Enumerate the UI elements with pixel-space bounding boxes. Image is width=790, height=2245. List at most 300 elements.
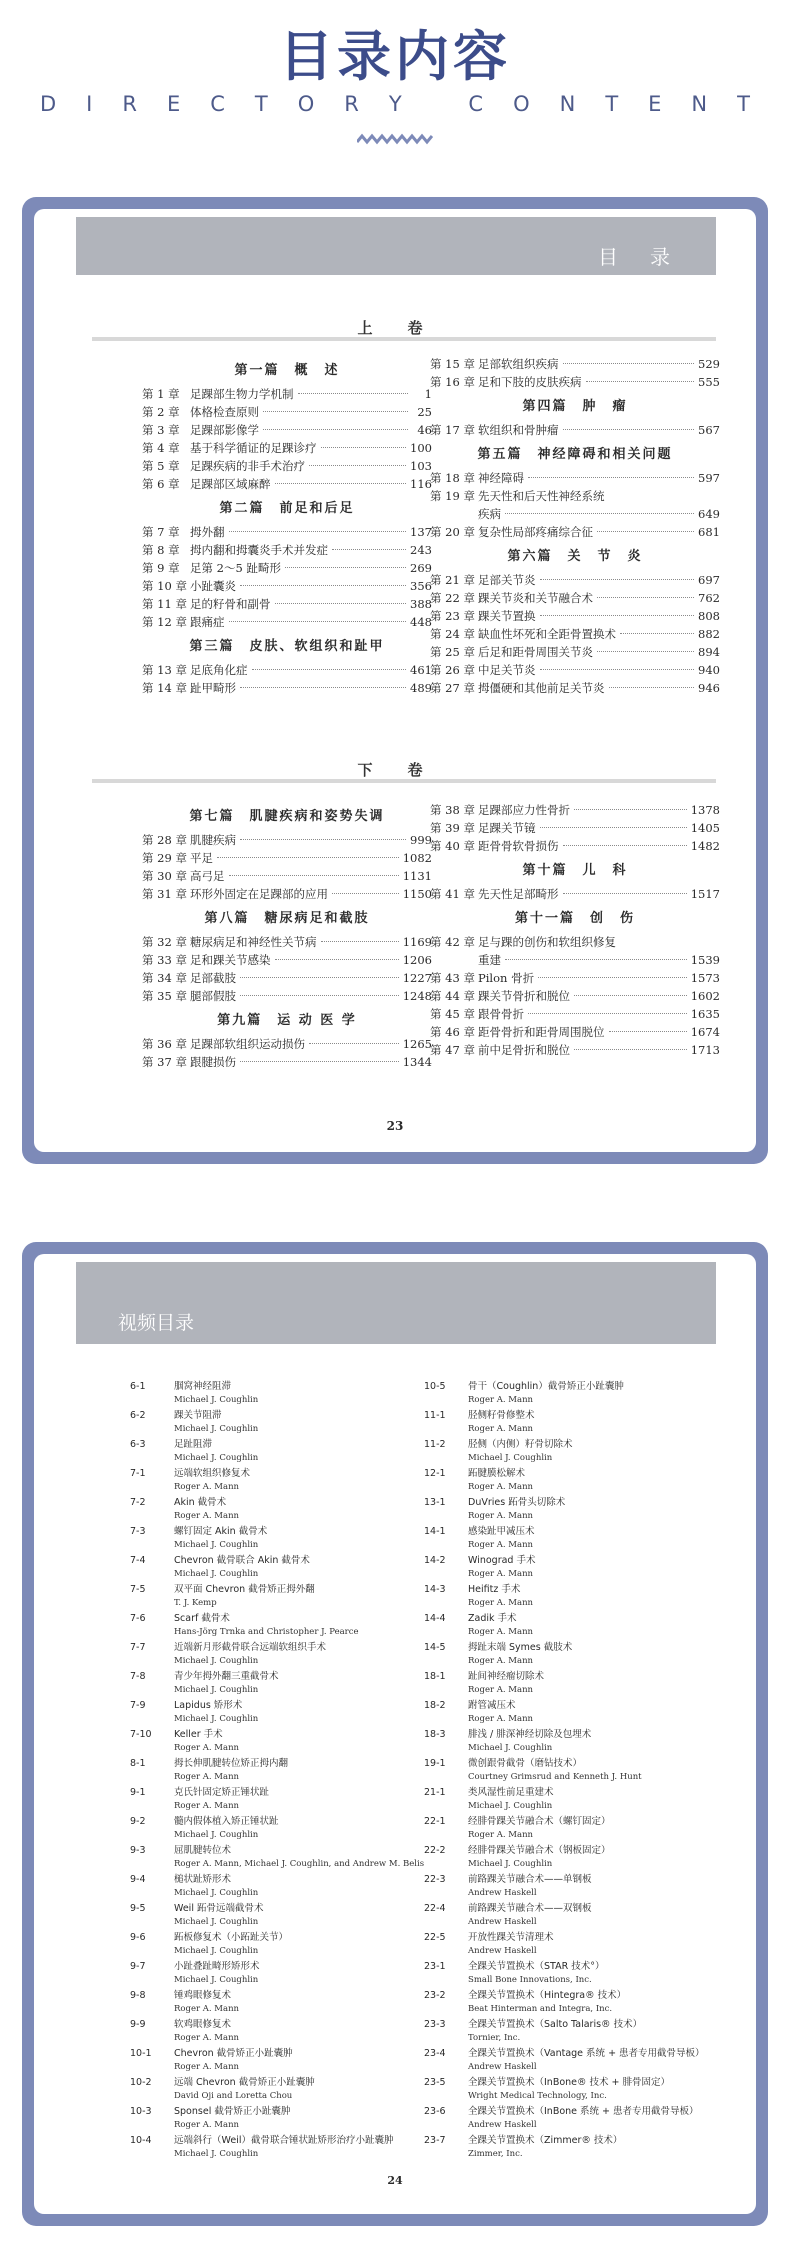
video-title: 青少年拇外翻三重截骨术 xyxy=(174,1671,279,1682)
video-body xyxy=(174,1786,418,1815)
video-author: Roger A. Mann xyxy=(174,1511,240,1521)
video-row xyxy=(130,2018,418,2047)
chapter-page: 1539 xyxy=(690,953,720,967)
section-heading: 第九篇 运 动 医 学 xyxy=(217,1013,357,1028)
video-author: Roger A. Mann xyxy=(174,1772,240,1782)
video-body xyxy=(174,1554,418,1583)
chapter-page: 555 xyxy=(698,375,720,389)
video-row xyxy=(130,1960,418,1989)
chapter-row xyxy=(430,933,720,951)
chapter-page: 882 xyxy=(698,627,720,641)
video-title: 槌状趾矫形术 xyxy=(174,1874,232,1885)
chapter-row xyxy=(430,589,720,607)
video-title: 拇趾末端 Symes 截肢术 xyxy=(468,1642,573,1653)
chapter-row xyxy=(430,487,720,505)
video-row xyxy=(130,1844,425,1873)
chapter-number: 第 10 章 xyxy=(142,579,187,593)
chapter-title: 足的籽骨和副骨 xyxy=(190,597,271,611)
chapter-number: 第 1 章 xyxy=(142,387,180,401)
video-body xyxy=(174,2105,418,2134)
video-body xyxy=(468,2076,724,2105)
video-body xyxy=(468,1467,724,1496)
chapter-page: 1150 xyxy=(402,887,432,901)
chapter-page: 1248 xyxy=(402,989,432,1003)
video-author: Roger A. Mann xyxy=(468,1627,534,1637)
video-body xyxy=(468,2018,724,2047)
chapter-number: 第 11 章 xyxy=(142,597,187,611)
chapter-title: 拇僵硬和其他前足关节炎 xyxy=(478,681,605,695)
video-author: Small Bone Innovations, Inc. xyxy=(468,1975,592,1985)
dot-leader xyxy=(586,381,695,382)
chapter-page: 1482 xyxy=(690,839,720,853)
video-row xyxy=(130,2047,418,2076)
video-body xyxy=(468,1931,724,1960)
video-number: 7-10 xyxy=(130,1729,152,1740)
chapter-page: 1265 xyxy=(402,1037,432,1051)
chapter-title: Pilon 骨折 xyxy=(478,971,535,985)
video-number: 22-5 xyxy=(424,1932,446,1943)
video-author: Roger A. Mann xyxy=(468,1424,534,1434)
chapter-number: 第 38 章 xyxy=(430,803,475,817)
video-number: 22-3 xyxy=(424,1874,446,1885)
dot-leader xyxy=(540,827,687,828)
section-heading: 第四篇 肿 瘤 xyxy=(522,399,628,414)
video-number: 23-7 xyxy=(424,2135,446,2146)
video-number: 11-2 xyxy=(424,1439,446,1450)
chapter-title: 先天性足部畸形 xyxy=(478,887,559,901)
chapter-number: 第 20 章 xyxy=(430,525,475,539)
chapter-number: 第 28 章 xyxy=(142,833,187,847)
chapter-row xyxy=(430,801,720,819)
dot-leader xyxy=(563,845,687,846)
video-row xyxy=(424,1525,724,1554)
lower-volume-heading xyxy=(34,759,756,785)
video-number: 14-4 xyxy=(424,1613,446,1624)
chapter-title: 足踝关节镜 xyxy=(478,821,536,835)
section-heading: 第七篇 肌腱疾病和姿势失调 xyxy=(189,809,385,824)
chapter-row xyxy=(430,571,720,589)
chapter-row xyxy=(430,523,720,541)
chapter-page: 1206 xyxy=(402,953,432,967)
subtitle-letter: O xyxy=(513,92,530,116)
chapter-row xyxy=(142,679,432,697)
video-number: 10-4 xyxy=(130,2135,152,2146)
chapter-page: 1 xyxy=(424,387,432,401)
section-heading: 第八篇 糖尿病足和截肢 xyxy=(204,911,370,926)
video-title: 全踝关节置换术（Vantage 系统 + 患者专用截骨导板） xyxy=(468,2048,705,2059)
video-author: Michael J. Coughlin xyxy=(174,1714,259,1724)
video-number: 23-4 xyxy=(424,2048,446,2059)
chapter-title: 跟骨骨折 xyxy=(478,1007,524,1021)
chapter-page: 1082 xyxy=(402,851,432,865)
video-body xyxy=(468,2134,724,2163)
video-author: Michael J. Coughlin xyxy=(174,1453,259,1463)
video-row xyxy=(424,2018,724,2047)
video-number: 11-1 xyxy=(424,1410,446,1421)
toc-column-lower-left xyxy=(142,801,432,1071)
chapter-row xyxy=(142,403,432,421)
video-row xyxy=(424,2047,724,2076)
video-author: Andrew Haskell xyxy=(468,2062,537,2072)
subtitle-letter: E xyxy=(166,92,181,116)
video-row xyxy=(130,2134,418,2163)
chapter-row xyxy=(430,625,720,643)
chapter-number: 第 7 章 xyxy=(142,525,180,539)
video-row xyxy=(424,2134,724,2163)
video-author: Michael J. Coughlin xyxy=(174,1656,259,1666)
video-body xyxy=(468,1815,724,1844)
chapter-number: 第 47 章 xyxy=(430,1043,475,1057)
chapter-number: 第 22 章 xyxy=(430,591,475,605)
video-title: 感染趾甲减压术 xyxy=(468,1526,535,1537)
video-title: Keller 手术 xyxy=(174,1729,223,1740)
chapter-row xyxy=(430,885,720,903)
chapter-title: 高弓足 xyxy=(190,869,225,883)
video-title: Scarf 截骨术 xyxy=(174,1613,230,1624)
video-title: 前路踝关节融合术——双钢板 xyxy=(468,1903,592,1914)
chapter-page: 808 xyxy=(698,609,720,623)
subtitle-letter: O xyxy=(297,92,315,116)
chapter-title: 足和下肢的皮肤疾病 xyxy=(478,375,582,389)
chapter-number: 第 17 章 xyxy=(430,423,475,437)
chapter-number: 第 8 章 xyxy=(142,543,180,557)
video-author: Michael J. Coughlin xyxy=(174,2149,259,2159)
video-row xyxy=(130,1815,418,1844)
chapter-title: 踝关节骨折和脱位 xyxy=(478,989,570,1003)
video-row xyxy=(424,1380,724,1409)
video-number: 22-1 xyxy=(424,1816,446,1827)
video-title: 趾间神经瘤切除术 xyxy=(468,1671,545,1682)
chapter-page: 25 xyxy=(417,405,432,419)
chapter-number: 第 3 章 xyxy=(142,423,180,437)
video-author: Tornier, Inc. xyxy=(468,2033,521,2043)
chapter-page: 116 xyxy=(410,477,432,491)
dot-leader xyxy=(263,429,408,430)
video-author: Roger A. Mann xyxy=(174,2004,240,2014)
video-author: Hans-Jörg Trnka and Christopher J. Pearce xyxy=(174,1627,359,1637)
chapter-title: 软组织和骨肿瘤 xyxy=(478,423,559,437)
dot-leader xyxy=(240,585,406,586)
chapter-title: 趾甲畸形 xyxy=(190,681,236,695)
video-title: Sponsel 截骨矫正小趾囊肿 xyxy=(174,2106,291,2117)
chapter-page: 1405 xyxy=(690,821,720,835)
video-number: 14-2 xyxy=(424,1555,446,1566)
video-body xyxy=(174,1438,418,1467)
video-body xyxy=(174,1844,424,1873)
video-body xyxy=(468,1786,724,1815)
toc-band xyxy=(76,217,716,275)
video-number: 23-6 xyxy=(424,2106,446,2117)
chapter-number: 第 37 章 xyxy=(142,1055,187,1069)
video-body xyxy=(174,1699,418,1728)
video-author: Michael J. Coughlin xyxy=(174,1395,259,1405)
video-row xyxy=(130,1612,418,1641)
video-body xyxy=(174,1728,418,1757)
chapter-title: 足第 2～5 趾畸形 xyxy=(190,561,281,575)
video-title: 踝关节阻滞 xyxy=(174,1410,222,1421)
chapter-page: 762 xyxy=(698,591,720,605)
chapter-row xyxy=(142,385,432,403)
dot-leader xyxy=(298,393,409,394)
dot-leader xyxy=(229,621,407,622)
video-row xyxy=(130,1554,418,1583)
lower-volume-label: 下 卷 xyxy=(343,761,446,779)
chapter-page: 1635 xyxy=(690,1007,720,1021)
video-author: Roger A. Mann xyxy=(468,1569,534,1579)
video-title: 腘窝神经阻滞 xyxy=(174,1381,232,1392)
chapter-row xyxy=(430,951,720,969)
video-row xyxy=(130,1641,418,1670)
video-number: 12-1 xyxy=(424,1468,446,1479)
subtitle-letter: C xyxy=(468,92,484,116)
chapter-page: 1573 xyxy=(690,971,720,985)
dot-leader xyxy=(563,893,687,894)
chapter-title: 中足关节炎 xyxy=(478,663,536,677)
chapter-page: 1227 xyxy=(402,971,432,985)
chapter-title: 足踝部影像学 xyxy=(190,423,259,437)
section-heading: 第三篇 皮肤、软组织和趾甲 xyxy=(189,639,385,654)
video-body xyxy=(468,1554,724,1583)
video-title: Chevron 截骨联合 Akin 截骨术 xyxy=(174,1555,310,1566)
video-row xyxy=(424,2105,724,2134)
video-row xyxy=(424,1409,724,1438)
chapter-title: 神经障碍 xyxy=(478,471,524,485)
dot-leader xyxy=(321,447,407,448)
section-heading: 第六篇 关 节 炎 xyxy=(507,549,643,564)
video-author: Roger A. Mann xyxy=(174,1482,240,1492)
video-column-right xyxy=(424,1380,724,2163)
video-number: 23-5 xyxy=(424,2077,446,2088)
wave-ornament-icon xyxy=(357,132,433,146)
video-paper xyxy=(34,1254,756,2214)
video-row xyxy=(130,1931,418,1960)
video-number: 22-4 xyxy=(424,1903,446,1914)
chapter-number: 第 31 章 xyxy=(142,887,187,901)
video-number: 7-8 xyxy=(130,1671,146,1682)
dot-leader xyxy=(332,549,406,550)
dot-leader xyxy=(505,513,694,514)
video-title: 胫侧籽骨修整术 xyxy=(468,1410,535,1421)
chapter-row xyxy=(430,987,720,1005)
video-title: 近端新月形截骨联合远端软组织手术 xyxy=(174,1642,327,1653)
dot-leader xyxy=(574,995,687,996)
chapter-number: 第 34 章 xyxy=(142,971,187,985)
chapter-row xyxy=(142,951,432,969)
video-body xyxy=(174,1989,418,2018)
video-title: Heifitz 手术 xyxy=(468,1584,521,1595)
video-body xyxy=(468,1699,724,1728)
dot-leader xyxy=(505,959,687,960)
video-number: 9-5 xyxy=(130,1903,146,1914)
dot-leader xyxy=(309,1043,399,1044)
chapter-number: 第 46 章 xyxy=(430,1025,475,1039)
chapter-page: 269 xyxy=(410,561,432,575)
chapter-number: 第 32 章 xyxy=(142,935,187,949)
video-body xyxy=(468,1380,724,1409)
subtitle-letter: Y xyxy=(388,92,402,116)
chapter-title: 肌腱疾病 xyxy=(190,833,236,847)
video-author: Michael J. Coughlin xyxy=(468,1801,553,1811)
video-row xyxy=(130,1989,418,2018)
chapter-number: 第 33 章 xyxy=(142,953,187,967)
video-title: Lapidus 矫形术 xyxy=(174,1700,243,1711)
video-title: Weil 跖骨远端截骨术 xyxy=(174,1903,264,1914)
chapter-row xyxy=(430,1023,720,1041)
dot-leader xyxy=(609,687,695,688)
video-row xyxy=(130,1496,418,1525)
chapter-row xyxy=(142,661,432,679)
video-number: 14-1 xyxy=(424,1526,446,1537)
dot-leader xyxy=(563,363,695,364)
video-title: 类风湿性前足重建术 xyxy=(468,1787,554,1798)
section-heading: 第一篇 概 述 xyxy=(234,363,340,378)
video-body xyxy=(174,2076,418,2105)
dot-leader xyxy=(240,687,406,688)
chapter-title: 重建 xyxy=(478,953,501,967)
chapter-row xyxy=(430,643,720,661)
dot-leader xyxy=(540,615,695,616)
video-body xyxy=(468,2105,724,2134)
video-row xyxy=(130,1583,418,1612)
video-author: Roger A. Mann xyxy=(174,1801,240,1811)
chapter-page: 999 xyxy=(410,833,432,847)
video-author: Roger A. Mann xyxy=(174,2062,240,2072)
video-body xyxy=(468,1525,724,1554)
chapter-title: 拇外翻 xyxy=(190,525,225,539)
section-heading: 第十篇 儿 科 xyxy=(522,863,628,878)
subtitle-letter: R xyxy=(122,92,137,116)
chapter-title: 足部截肢 xyxy=(190,971,236,985)
video-title: 克氏针固定矫正锤状趾 xyxy=(174,1787,270,1798)
dot-leader xyxy=(597,651,694,652)
chapter-title: 糖尿病足和神经性关节病 xyxy=(190,935,317,949)
subtitle-letter: E xyxy=(648,92,662,116)
video-title: 全踝关节置换术（Hintegra® 技术） xyxy=(468,1990,627,2001)
dot-leader xyxy=(240,995,399,996)
chapter-row xyxy=(430,373,720,391)
video-number: 9-4 xyxy=(130,1874,146,1885)
toc-page-number: 23 xyxy=(386,1119,404,1133)
video-row xyxy=(424,1496,724,1525)
chapter-title: 腿部假肢 xyxy=(190,989,236,1003)
chapter-title: 足底角化症 xyxy=(190,663,248,677)
chapter-row xyxy=(142,867,432,885)
video-body xyxy=(174,1815,418,1844)
video-row xyxy=(130,1670,418,1699)
toc-column-upper-left xyxy=(142,355,432,697)
chapter-page: 103 xyxy=(410,459,432,473)
chapter-title: 足部软组织疾病 xyxy=(478,357,559,371)
video-author: Roger A. Mann xyxy=(174,2033,240,2043)
toc-column-lower-right xyxy=(430,801,720,1059)
chapter-row xyxy=(142,595,432,613)
section-heading: 第五篇 神经障碍和相关问题 xyxy=(477,447,673,462)
video-title: 拇长伸肌腱转位矫正拇内翻 xyxy=(174,1758,289,1769)
dot-leader xyxy=(229,531,407,532)
video-body xyxy=(468,1641,724,1670)
video-row xyxy=(130,1380,418,1409)
video-body xyxy=(174,1583,418,1612)
subtitle-letter: T xyxy=(605,92,619,116)
video-title: 软鸡眼修复术 xyxy=(174,2019,232,2030)
chapter-title: 踝关节置换 xyxy=(478,609,536,623)
video-number: 7-3 xyxy=(130,1526,146,1537)
video-author: Michael J. Coughlin xyxy=(174,1830,259,1840)
chapter-row xyxy=(430,969,720,987)
chapter-title: 缺血性坏死和全距骨置换术 xyxy=(478,627,616,641)
video-author: David Oji and Loretta Chou xyxy=(174,2091,293,2101)
chapter-row xyxy=(142,933,432,951)
chapter-page: 243 xyxy=(410,543,432,557)
video-number: 9-2 xyxy=(130,1816,146,1827)
video-number: 10-1 xyxy=(130,2048,152,2059)
dot-leader xyxy=(309,465,406,466)
upper-volume-label: 上 卷 xyxy=(343,319,446,337)
chapter-row xyxy=(430,819,720,837)
chapter-row xyxy=(430,505,720,523)
video-row xyxy=(130,1873,418,1902)
video-column-left xyxy=(130,1380,425,2163)
chapter-title: 体格检查原则 xyxy=(190,405,259,419)
video-number: 14-5 xyxy=(424,1642,446,1653)
chapter-title: 距骨骨折和距骨周围脱位 xyxy=(478,1025,605,1039)
chapter-number: 第 19 章 xyxy=(430,489,475,503)
chapter-page: 597 xyxy=(698,471,720,485)
video-title: 腓浅 / 腓深神经切除及包埋术 xyxy=(468,1729,592,1740)
video-number: 6-3 xyxy=(130,1439,146,1450)
video-number: 23-3 xyxy=(424,2019,446,2030)
dot-leader xyxy=(540,669,695,670)
chapter-row xyxy=(430,837,720,855)
video-row xyxy=(424,1641,724,1670)
video-title: Zadik 手术 xyxy=(468,1613,517,1624)
video-number: 9-7 xyxy=(130,1961,146,1972)
video-author: Roger A. Mann xyxy=(468,1482,534,1492)
chapter-page: 489 xyxy=(410,681,432,695)
video-title: Akin 截骨术 xyxy=(174,1497,227,1508)
chapter-row xyxy=(430,1041,720,1059)
chapter-number: 第 21 章 xyxy=(430,573,475,587)
chapter-page: 1713 xyxy=(690,1043,720,1057)
chapter-row xyxy=(142,577,432,595)
video-body xyxy=(468,1496,724,1525)
dot-leader xyxy=(528,1013,687,1014)
video-body xyxy=(174,1525,418,1554)
video-number: 10-2 xyxy=(130,2077,152,2088)
video-author: Michael J. Coughlin xyxy=(174,1685,259,1695)
dot-leader xyxy=(563,429,695,430)
subtitle-letter: N xyxy=(559,92,576,116)
video-number: 9-6 xyxy=(130,1932,146,1943)
video-title: 远端 Chevron 截骨矫正小趾囊肿 xyxy=(174,2077,315,2088)
chapter-number: 第 27 章 xyxy=(430,681,475,695)
video-body xyxy=(468,1438,724,1467)
section-heading: 第十一篇 创 伤 xyxy=(514,911,635,926)
video-title: 全踝关节置换术（Salto Talaris® 技术） xyxy=(468,2019,643,2030)
video-body xyxy=(174,1467,418,1496)
chapter-title: 后足和距骨周围关节炎 xyxy=(478,645,593,659)
chapter-row xyxy=(430,607,720,625)
video-row xyxy=(130,1438,418,1467)
video-row xyxy=(130,1757,418,1786)
video-author: Wright Medical Technology, Inc. xyxy=(468,2091,607,2101)
chapter-page: 1169 xyxy=(402,935,432,949)
video-card xyxy=(22,1242,768,2226)
video-title: 小趾叠趾畸形矫形术 xyxy=(174,1961,260,1972)
chapter-title: 足踝部生物力学机制 xyxy=(190,387,294,401)
chapter-page: 529 xyxy=(698,357,720,371)
video-number: 7-7 xyxy=(130,1642,146,1653)
